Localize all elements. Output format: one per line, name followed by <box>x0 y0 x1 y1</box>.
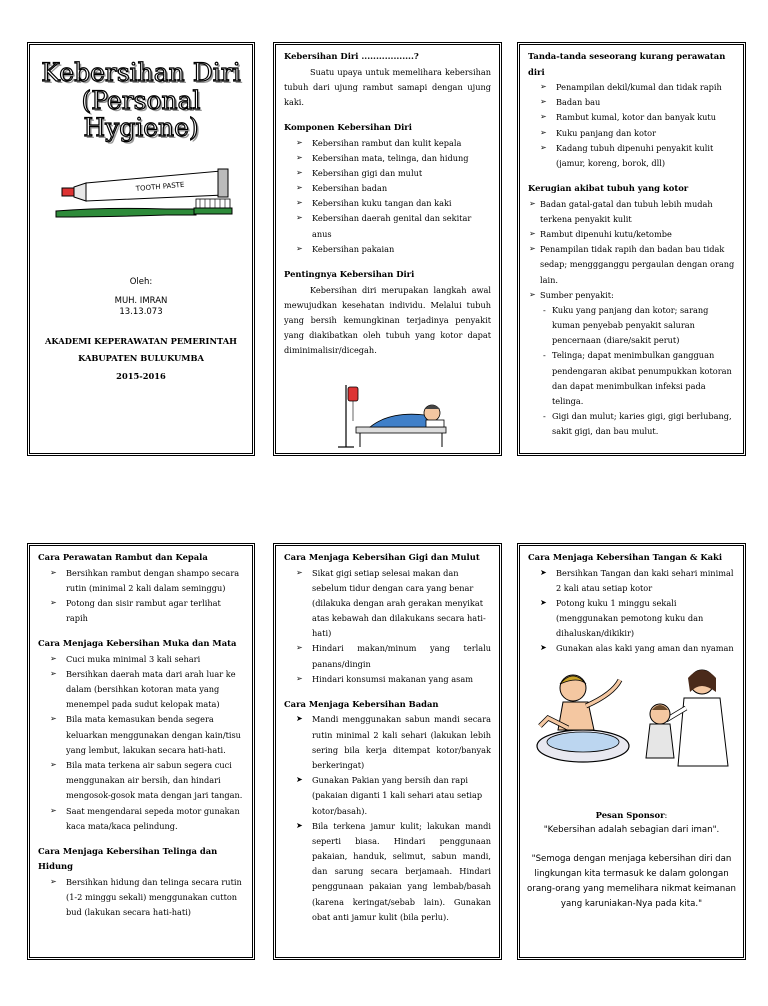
hair-list <box>38 566 244 627</box>
list-item: ➢ Rambut kumal, kotor dan banyak kutu <box>556 110 735 125</box>
importance-heading: Pentingnya Kebersihan Diri <box>284 268 415 279</box>
list-item: ➢ Bersihkan rambut dengan shampo secara rutin (minimal 2 kali dalam seminggu) <box>66 566 244 596</box>
list-item: ➢ Kebersihan badan <box>312 181 491 196</box>
face-heading: Cara Menjaga Kebersihan Muka dan Mata <box>38 638 237 649</box>
cover-title: Kebersihan Diri (Personal Hygiene) <box>41 58 241 142</box>
list-item: ➢ Kebersihan rambut dan kulit kepala <box>312 136 491 151</box>
institution-line2: KABUPATEN BULUKUMBA <box>78 353 204 364</box>
institution-line1: AKADEMI KEPERAWATAN PEMERINTAH <box>44 336 238 346</box>
list-item: ➢ Kadang tubuh dipenuhi penyakit kulit (jamur, koreng, borok, dll) <box>556 141 735 171</box>
list-item: ➢ Badan gatal-gatal dan tubuh lebih mudah terkena penyakit kulit <box>540 197 735 227</box>
toothbrush-toothpaste-illustration <box>46 163 246 223</box>
list-item: ➢ Hindari konsumsi makanan yang asam <box>312 672 491 687</box>
definition-heading: Kebersihan Diri ..................? <box>284 51 419 61</box>
disease-source-list <box>528 303 735 440</box>
teeth-list <box>284 566 491 687</box>
list-item: ➢ Kebersihan mata, telinga, dan hidung <box>312 151 491 166</box>
list-item: ➢ Bila mata kemasukan benda segera keluarkan menggunakan dengan kain/tisu yang lembut, lakukan secara hati-hati. <box>66 712 244 758</box>
list-item: ➢ Saat mengendarai sepeda motor gunakan kaca mata/kaca pelindung. <box>66 804 244 834</box>
list-item: ➢ Kebersihan pakaian <box>312 242 491 257</box>
sponsor-block: Pesan Sponsor: "Kebersihan adalah sebagian dari iman". "Semoga dengan menjaga kebersihan diri dan lingkungan kita termasuk ke dalam golongan orang-orang yang memelihara nikmat keimanan yang karuniakan-Nya pada kita." <box>526 808 737 912</box>
body-list <box>284 712 491 924</box>
importance-text: Kebersihan diri merupakan langkah awal mewujudkan kesehatan individu. Melalui tubuh yang bersih kemungkinan terjadinya penyakit yang diakibatkan oleh tubuh yang kotor dapat diminimalisir/dicegah. <box>284 284 491 356</box>
list-item: ➤ Mandi menggunakan sabun mandi secara rutin minimal 2 kali sehari (lakukan lebih sering bila kerja ditempat kotor/banyak berkeringat) <box>312 712 491 773</box>
child-bathing <box>537 675 629 762</box>
toothpaste-tube <box>62 169 228 201</box>
sick-patient-illustration <box>330 381 450 451</box>
institution-block <box>30 333 252 385</box>
cover-panel <box>27 42 255 456</box>
body-heading: Cara Menjaga Kebersihan Badan <box>284 698 439 709</box>
list-item: ➤ Bila terkena jamur kulit; lakukan mandi seperti biasa. Hindari penggunaan pakaian, handuk, selimut, sabun mandi, dan sarung secara berjamaah. Hindari penggunaan pakaian yang lembab/basah (karena keringat/sebab lain). Gunakan obat anti jamur kulit (bila perlu). <box>312 819 491 925</box>
list-item: ➢ Kuku panjang dan kotor <box>556 126 735 141</box>
list-item: ➢ Kebersihan daerah genital dan sekitar anus <box>312 211 491 241</box>
oleh-label: Oleh: <box>129 277 153 287</box>
sponsor-heading: Pesan Sponsor <box>595 810 665 820</box>
hair-heading: Cara Perawatan Rambut dan Kepala <box>38 552 208 562</box>
signs-list <box>528 80 735 171</box>
list-item: ➢ Cuci muka minimal 3 kali sehari <box>66 652 244 667</box>
ear-heading: Cara Menjaga Kebersihan Telinga dan Hidung <box>38 845 218 872</box>
list-item: ➢ Penampilan tidak rapih dan badan bau tidak sedap; menggganggu pergaulan dengan orang lain. <box>540 242 735 288</box>
teeth-heading: Cara Menjaga Kebersihan Gigi dan Mulut <box>284 552 480 562</box>
list-item: ➢ Rambut dipenuhi kutu/ketombe <box>540 227 735 242</box>
author-nim: 13.13.073 <box>119 307 163 318</box>
hygiene-people-illustration <box>528 658 738 768</box>
face-list <box>38 652 244 834</box>
sponsor-quote-2: "Semoga dengan menjaga kebersihan diri dan lingkungan kita termasuk ke dalam golongan orang-orang yang memelihara nikmat keimanan yang karuniakan-Nya pada kita." <box>527 853 736 909</box>
academic-year: 2015-2016 <box>116 370 166 381</box>
loss-heading: Kerugian akibat tubuh yang kotor <box>528 183 689 194</box>
list-item: ➤ Bersihkan Tangan dan kaki sehari minimal 2 kali atau setiap kotor <box>556 566 735 596</box>
author-block <box>30 277 252 318</box>
list-item: ➢ Hindari makan/minum yang terlalu panans/dingin <box>312 641 491 671</box>
toothbrush <box>56 199 232 217</box>
components-heading: Komponen Kebersihan Diri <box>284 122 412 133</box>
list-item: ➢ Kebersihan gigi dan mulut <box>312 166 491 181</box>
toothpaste-label: TOOTH PASTE <box>135 180 185 193</box>
nail-list <box>528 566 735 657</box>
nurse-with-patient <box>646 670 728 766</box>
ear-list <box>38 875 244 921</box>
list-item: - Kuku yang panjang dan kotor; sarang kuman penyebab penyakit saluran pencernaan (diare/sakit perut) <box>552 303 735 349</box>
list-item: ➢ Penampilan dekil/kumal dan tidak rapih <box>556 80 735 95</box>
list-item: ➢ Bersihkan daerah mata dari arah luar ke dalam (bersihkan kotoran mata yang menempel pada sudut kelopak mata) <box>66 667 244 713</box>
list-item: ➢ Bila mata terkena air sabun segera cuci menggunakan air bersih, dan hindari mengosok-gosok mata dengan jari tangan. <box>66 758 244 804</box>
list-item: - Telinga; dapat menimbulkan gangguan pendengaran akibat penumpukkan kotoran dan dapat menimbulkan infeksi pada telinga. <box>552 348 735 409</box>
author-name: MUH. IMRAN <box>114 296 168 307</box>
list-item: ➤ Potong kuku 1 minggu sekali (menggunakan pemotong kuku dan dihaluskan/dikikir) <box>556 596 735 642</box>
list-item: - Gigi dan mulut; karies gigi, gigi berlubang, sakit gigi, dan bau mulut. <box>552 409 735 439</box>
panel-hair-face-ear <box>27 543 255 960</box>
list-item: ➢ Potong dan sisir rambut agar terlihat rapih <box>66 596 244 626</box>
sponsor-quote-1: "Kebersihan adalah sebagian dari iman". <box>543 824 720 835</box>
signs-heading: Tanda-tanda seseorang kurang perawatan diri <box>528 51 726 77</box>
list-item: ➢ Bersihkan hidung dan telinga secara rutin (1-2 minggu sekali) menggunakan cutton bud (lakukan secara hati-hati) <box>66 875 244 921</box>
components-list <box>284 136 491 257</box>
list-item: ➢ Sumber penyakit: <box>540 288 735 303</box>
panel-teeth-body <box>273 543 502 960</box>
loss-list <box>528 197 735 303</box>
list-item: ➢ Sikat gigi setiap selesai makan dan sebelum tidur dengan cara yang benar (dilakuka dengan arah gerakan menyikat atas kebawah dan dilakukans secara hati-hati) <box>312 566 491 642</box>
list-item: ➢ Badan bau <box>556 95 735 110</box>
list-item: ➢ Kebersihan kuku tangan dan kaki <box>312 196 491 211</box>
panel-hands-sponsor <box>517 543 746 960</box>
nail-heading: Cara Menjaga Kebersihan Tangan & Kaki <box>528 552 723 562</box>
panel-signs <box>517 42 746 456</box>
panel-definition <box>273 42 502 456</box>
definition-text: Suatu upaya untuk memelihara kebersihan tubuh dari ujung rambut samapi dengan ujung kaki. <box>284 66 491 107</box>
list-item: ➤ Gunakan alas kaki yang aman dan nyaman <box>556 641 735 656</box>
list-item: ➤ Gunakan Pakian yang bersih dan rapi (pakaian diganti 1 kali sehari atau setiap kotor/basah). <box>312 773 491 819</box>
